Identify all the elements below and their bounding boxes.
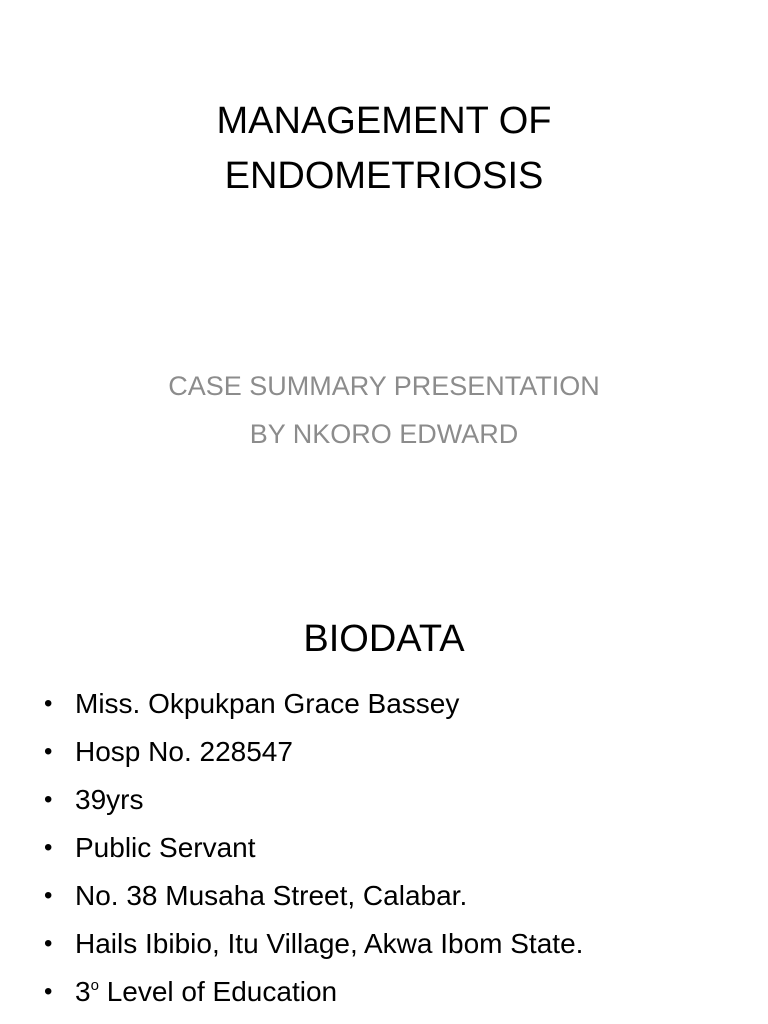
bullet-icon: • — [44, 834, 53, 861]
slide-biodata — [0, 576, 768, 1024]
biodata-item-origin — [0, 920, 768, 968]
biodata-list — [0, 680, 768, 1016]
bullet-icon: • — [44, 690, 53, 717]
biodata-item-education — [0, 968, 768, 1016]
biodata-item-hosp-no — [0, 728, 768, 776]
biodata-item-address — [0, 872, 768, 920]
bullet-text: Miss. Okpukpan Grace Bassey — [75, 688, 460, 719]
bullet-icon: • — [44, 738, 53, 765]
biodata-item-occupation — [0, 824, 768, 872]
bullet-icon: • — [44, 930, 53, 957]
bullet-icon: • — [44, 978, 53, 1005]
biodata-item-age — [0, 776, 768, 824]
education-text: Level of Education — [98, 976, 338, 1007]
education-number: 3 — [75, 976, 91, 1007]
bullet-text: Hails Ibibio, Itu Village, Akwa Ibom State. — [75, 928, 584, 959]
bullet-text: No. 38 Musaha Street, Calabar. — [75, 880, 468, 911]
title-line-1: MANAGEMENT OF — [216, 100, 552, 142]
bullet-text: 39yrs — [75, 784, 144, 815]
biodata-item-name — [0, 680, 768, 728]
presentation-subtitle — [0, 362, 768, 458]
bullet-text: Public Servant — [75, 832, 256, 863]
bullet-icon: • — [44, 882, 53, 909]
education-superscript: o — [90, 977, 99, 994]
subtitle-line-1: CASE SUMMARY PRESENTATION — [168, 371, 600, 401]
biodata-title: BIODATA — [303, 618, 465, 660]
bullet-text: Hosp No. 228547 — [75, 736, 293, 767]
presentation-title — [0, 94, 768, 204]
bullet-text-education — [75, 968, 337, 1016]
subtitle-line-2: BY NKORO EDWARD — [249, 419, 519, 449]
title-line-2: ENDOMETRIOSIS — [224, 155, 544, 197]
bullet-icon: • — [44, 786, 53, 813]
